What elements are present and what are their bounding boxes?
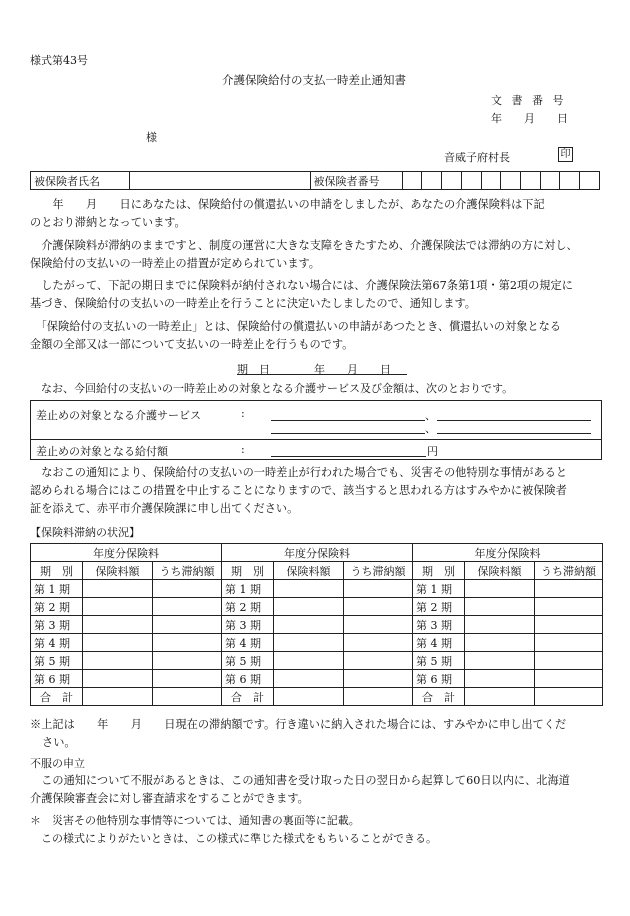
service-line-2b[interactable] [437,422,591,434]
premium-amount-cell[interactable] [465,634,535,652]
premium-amount-cell[interactable] [465,652,535,670]
paragraph-decision: したがって、下記の期日までに保険料が納付されない場合には、介護保険法第67条第1項・第2項の規定に 基づき、保険給付の支払いの一時差止を行うことに決定いたしましたので、通知します。 [30,279,573,310]
period-label: 第 6 期 [31,670,83,688]
premium-amount-cell[interactable] [83,580,153,598]
premium-amount-cell[interactable] [83,652,153,670]
premium-amount-cell[interactable] [83,634,153,652]
service-line-1a[interactable] [271,409,425,421]
period-column-header: 期 別 [31,562,83,580]
period-label: 第 4 期 [31,634,83,652]
arrears-total-cell[interactable] [344,688,413,706]
arrears-amount-cell[interactable] [535,652,603,670]
total-label: 合 計 [222,688,274,706]
period-label: 第 6 期 [222,670,274,688]
arrears-table [30,543,603,706]
insured-number-digit[interactable] [461,172,481,190]
amount-line[interactable] [271,445,426,457]
service-label: 差止めの対象となる介護サービス [36,409,201,422]
arrears-total-cell[interactable] [535,688,603,706]
note-last: この様式によりがたいときは、この様式に準じた様式をもちいることができる。 [30,832,437,845]
premium-amount-cell[interactable] [465,580,535,598]
period-column-header: 期 別 [222,562,274,580]
premium-amount-cell[interactable] [465,598,535,616]
insured-number-label: 被保険者番号 [310,172,402,190]
paragraph-application: 年 月 日にあなたは、保険給付の償還払いの申請をしましたが、あなたの介護保険料は下記 のとおり滞納となっています。 [30,198,545,229]
fiscal-year-header: 年度分保険料 [31,544,222,562]
arrears-amount-cell[interactable] [153,598,222,616]
arrears-amount-cell[interactable] [344,634,413,652]
premium-amount-column-header: 保険料額 [465,562,535,580]
period-label: 第 1 期 [31,580,83,598]
arrears-total-cell[interactable] [153,688,222,706]
box-divider [31,439,601,440]
insured-number-digit[interactable] [501,172,521,190]
arrears-amount-cell[interactable] [153,580,222,598]
insured-number-digit[interactable] [580,172,600,190]
arrears-amount-cell[interactable] [153,670,222,688]
deadline-underline [237,374,407,375]
arrears-column-header: うち滞納額 [153,562,222,580]
document-number-label: 文 書 番 号 [491,94,567,107]
service-comma: 、 [425,422,436,435]
arrears-amount-cell[interactable] [535,616,603,634]
period-label: 第 1 期 [413,580,465,598]
premium-amount-cell[interactable] [274,634,344,652]
premium-total-cell[interactable] [83,688,153,706]
insured-number-digit[interactable] [520,172,540,190]
amount-label: 差止めの対象となる給付額 [36,445,168,458]
insured-number-digit[interactable] [402,172,422,190]
paragraph-suspension-note: なおこの通知により、保険給付の支払いの一時差止が行われた場合でも、災害その他特別な事情があると 認められる場合にはこの措置を中止することになりますので、該当すると思われる方はすみやかに被保険者 証を添えて、赤平市介護保険課に申し出てください。 [30,466,568,515]
form-number: 様式第43号 [30,54,88,67]
arrears-amount-cell[interactable] [344,652,413,670]
premium-amount-column-header: 保険料額 [83,562,153,580]
period-column-header: 期 別 [413,562,465,580]
amount-yen: 円 [427,445,438,458]
arrears-amount-cell[interactable] [535,598,603,616]
premium-amount-cell[interactable] [274,598,344,616]
seal-mark: 印 [558,147,573,162]
insured-name-field[interactable] [129,172,310,190]
paragraph-system-impact: 介護保険料が滞納のままですと、制度の運営に大きな支障をきたすため、介護保険法では滞納の方に対し、 保険給付の支払いの一時差止の措置が定められています。 [30,239,578,270]
deadline-date: 年 月 日 [314,363,391,376]
arrears-amount-cell[interactable] [535,670,603,688]
arrears-amount-cell[interactable] [344,580,413,598]
insured-number-digit[interactable] [481,172,501,190]
arrears-column-header: うち滞納額 [535,562,603,580]
recipient-suffix: 様 [146,131,157,144]
premium-amount-cell[interactable] [274,580,344,598]
issuer-name: 音威子府村長 [444,151,510,164]
insured-number-digit[interactable] [442,172,462,190]
premium-amount-cell[interactable] [274,652,344,670]
arrears-column-header: うち滞納額 [344,562,413,580]
period-label: 第 4 期 [413,634,465,652]
insured-name-label: 被保険者氏名 [31,172,130,190]
target-intro: なお、今回給付の支払いの一時差止めの対象となる介護サービス及び金額は、次のとおりです。 [30,382,514,395]
period-label: 第 3 期 [222,616,274,634]
appeal-title: 不服の申立 [30,757,85,770]
arrears-amount-cell[interactable] [535,634,603,652]
premium-total-cell[interactable] [465,688,535,706]
service-comma: 、 [425,409,436,422]
total-label: 合 計 [413,688,465,706]
paragraph-definition: 「保険給付の支払いの一時差止」とは、保険給付の償還払いの申請があつたとき、償還払いの対象となる 金額の全部又は一部について支払いの一時差止を行うものです。 [30,320,561,351]
fiscal-year-header: 年度分保険料 [413,544,603,562]
arrears-amount-cell[interactable] [344,670,413,688]
insured-number-digit[interactable] [540,172,560,190]
appeal-text: この通知について不服があるときは、この通知書を受け取った日の翌日から起算して60日以内に、北海道 介護保険審査会に対し審査請求をすることができます。 [30,774,570,805]
period-label: 第 3 期 [31,616,83,634]
service-colon: : [241,407,245,420]
document-title: 介護保険給付の支払一時差止通知書 [222,73,406,87]
arrears-section-title: 【保険料滞納の状況】 [30,526,140,539]
insured-number-digit[interactable] [422,172,442,190]
period-label: 第 2 期 [413,598,465,616]
deadline-label: 期 日 [237,363,270,376]
premium-amount-cell[interactable] [83,616,153,634]
service-line-1b[interactable] [437,409,591,421]
arrears-amount-cell[interactable] [344,616,413,634]
premium-amount-cell[interactable] [83,598,153,616]
arrears-amount-cell[interactable] [535,580,603,598]
premium-amount-cell[interactable] [274,616,344,634]
arrears-amount-cell[interactable] [153,634,222,652]
period-label: 第 1 期 [222,580,274,598]
premium-amount-cell[interactable] [83,670,153,688]
premium-amount-cell[interactable] [465,670,535,688]
premium-amount-cell[interactable] [274,670,344,688]
fiscal-year-header: 年度分保険料 [222,544,413,562]
period-label: 第 4 期 [222,634,274,652]
period-label: 第 3 期 [413,616,465,634]
arrears-amount-cell[interactable] [153,616,222,634]
service-line-2a[interactable] [271,422,425,434]
insured-number-digit[interactable] [560,172,580,190]
footnote-arrears-date: ※上記は 年 月 日現在の滞納額です。行き違いに納入された場合には、すみやかに申し出てくだ さい。 [30,718,567,749]
premium-total-cell[interactable] [274,688,344,706]
issue-date: 年 月 日 [491,112,568,125]
period-label: 第 6 期 [413,670,465,688]
arrears-amount-cell[interactable] [153,652,222,670]
period-label: 第 5 期 [413,652,465,670]
service-amount-box [30,400,602,460]
period-label: 第 5 期 [222,652,274,670]
period-label: 第 2 期 [31,598,83,616]
premium-amount-column-header: 保険料額 [274,562,344,580]
total-label: 合 計 [31,688,83,706]
amount-colon: : [241,443,245,456]
insured-info-table [30,171,600,190]
arrears-amount-cell[interactable] [344,598,413,616]
premium-amount-cell[interactable] [465,616,535,634]
period-label: 第 5 期 [31,652,83,670]
note-star: ＊ 災害その他特別な事情等については、通知書の裏面等に記載。 [30,814,360,827]
period-label: 第 2 期 [222,598,274,616]
